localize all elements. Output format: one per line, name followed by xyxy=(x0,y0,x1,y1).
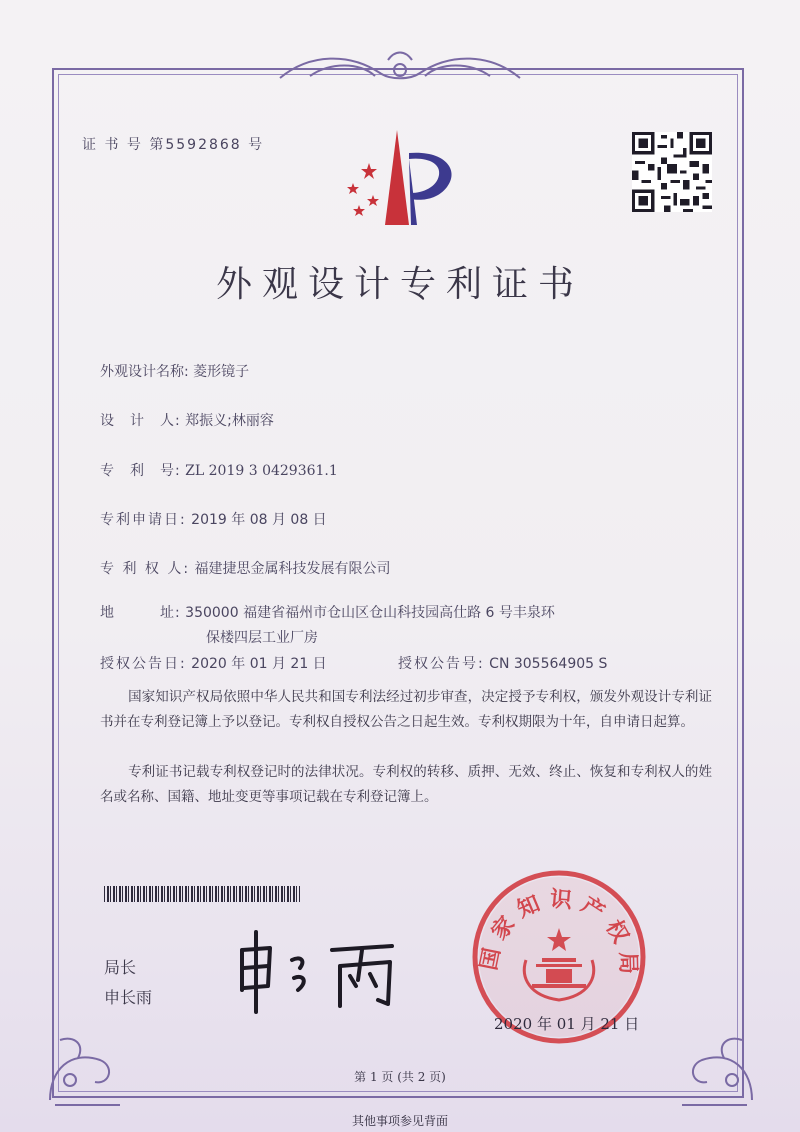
field-patentee xyxy=(100,558,391,578)
field-designer xyxy=(100,410,274,430)
design-name-label: 外观设计名称: xyxy=(100,364,189,380)
filing-date-value: 2019 年 08 月 08 日 xyxy=(191,512,327,528)
address-value-line1: 350000 福建省福州市仓山区仓山科技园高仕路 6 号丰泉环 xyxy=(185,605,555,621)
bottom-left-ornament xyxy=(40,1010,130,1110)
grant-date-label: 授权公告日: xyxy=(100,656,187,672)
seal-date: 2020 年 01 月 21 日 xyxy=(494,1015,640,1033)
field-patent-no xyxy=(100,460,338,480)
grant-no-label: 授权公告号: xyxy=(398,656,485,672)
designer-value: 郑振义;林丽容 xyxy=(185,413,274,429)
field-grant-no xyxy=(398,653,607,673)
footer-note: 其他事项参见背面 xyxy=(351,1114,448,1128)
certificate-title: 外观设计专利证书 xyxy=(215,264,584,305)
grant-date-value: 2020 年 01 月 21 日 xyxy=(191,656,327,672)
bottom-right-ornament xyxy=(672,1010,762,1110)
director-title: 局长 xyxy=(104,958,137,977)
body-paragraph-1 xyxy=(100,685,712,735)
top-ornament xyxy=(270,48,530,88)
field-address xyxy=(100,602,555,622)
patent-no-value: ZL 2019 3 0429361.1 xyxy=(185,463,338,479)
patentee-label: 专 利 权 人: xyxy=(100,561,191,577)
qr-code-icon xyxy=(632,132,712,212)
address-value-line2: 保楼四层工业厂房 xyxy=(206,630,318,646)
director-name: 申长雨 xyxy=(104,988,153,1007)
field-grant-date xyxy=(100,653,327,673)
paragraph-2-text: 专利证书记载专利权登记时的法律状况。专利权的转移、质押、无效、终止、恢复和专利权人的姓名或名称、国籍、地址变更等事项记载在专利登记簿上。 xyxy=(100,764,712,805)
patent-no-label: 专 利 号: xyxy=(100,463,181,479)
page-number: 第 1 页 (共 2 页) xyxy=(354,1070,446,1084)
cnipa-emblem-icon xyxy=(335,125,465,235)
designer-label: 设 计 人: xyxy=(100,413,181,429)
grant-no-value: CN 305564905 S xyxy=(489,656,608,672)
address-label: 地 址: xyxy=(100,605,181,621)
patentee-value: 福建捷思金属科技发展有限公司 xyxy=(194,561,391,577)
body-paragraph-2 xyxy=(100,760,712,810)
field-address-line2 xyxy=(206,627,318,647)
paragraph-1-text: 国家知识产权局依照中华人民共和国专利法经过初步审查，决定授予专利权，颁发外观设计专利证书并在专利登记簿上予以登记。专利权自授权公告之日起生效。专利权期限为十年，自申请日起算。 xyxy=(100,689,712,730)
filing-date-label: 专利申请日: xyxy=(100,512,187,528)
field-design-name xyxy=(100,361,249,381)
design-name-value: 菱形镜子 xyxy=(193,364,250,380)
certificate-number: 证 书 号 第5592868 号 xyxy=(82,137,265,153)
barcode-icon xyxy=(104,886,300,902)
director-signature xyxy=(222,920,422,1020)
seal-text: 国家知识产权局 xyxy=(476,886,641,983)
field-filing-date xyxy=(100,509,327,529)
